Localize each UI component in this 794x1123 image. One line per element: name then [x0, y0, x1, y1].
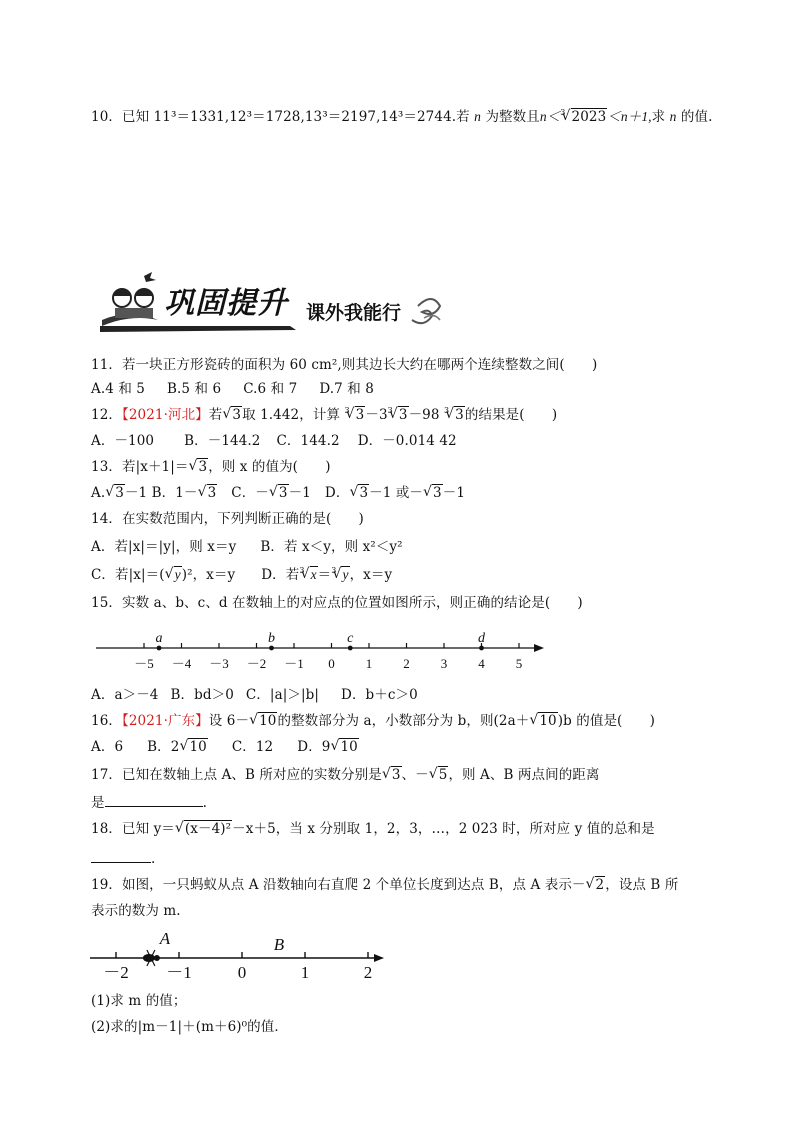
swirl-decoration — [412, 299, 440, 323]
q14-stem: 14．在实数范围内，下列判断正确的是( ) — [91, 511, 364, 527]
q12-option-a: A．－100 — [91, 433, 155, 449]
q18-line-2 — [91, 848, 155, 868]
q17-text-line2: 是 — [91, 795, 105, 811]
axis-tick-label: －2 — [246, 656, 267, 671]
q14-option-d-radicand-2: y — [342, 567, 349, 582]
axis-tick-label: 2 — [363, 963, 373, 982]
q16-text-c: )b 的值是( ) — [557, 713, 655, 729]
q16-source-tag: 【2021·广东】 — [121, 713, 209, 729]
q19-subquestion-1: (1)求 m 的值； — [91, 993, 187, 1009]
q14-option-c-radicand: y — [174, 567, 181, 582]
q14-option-c-radical — [165, 566, 182, 584]
q15-stem: 15．实数 a、b、c、d 在数轴上的对应点的位置如图所示，则正确的结论是( ) — [91, 595, 583, 611]
q14-option-d-eq: ＝ — [317, 567, 332, 583]
bird-icon — [144, 272, 156, 282]
axis-tick-label: 3 — [440, 656, 448, 671]
point-c — [348, 646, 353, 651]
axis-tick-label: 4 — [478, 656, 485, 671]
axis-tick-label: 2 — [403, 656, 410, 671]
q17-end: . — [202, 795, 208, 811]
q11-options — [91, 380, 374, 398]
q10-var-n: n — [474, 109, 482, 124]
q13-option-a-radicand: 3 — [115, 485, 124, 501]
q12-source-tag: 【2021·河北】 — [121, 407, 209, 423]
q12-radicand-1: 3 — [232, 407, 242, 423]
question-16 — [91, 712, 655, 730]
point-b — [269, 646, 274, 651]
q13-option-d-radical-2 — [423, 484, 443, 502]
q16-number: 16． — [91, 713, 122, 729]
q11-option-a: A.4 和 5 — [91, 381, 146, 397]
axis-tick-label: －5 — [134, 656, 154, 671]
point-label-d: d — [478, 631, 485, 646]
q13-option-c-label: C．－ — [231, 485, 269, 501]
q14-option-c-a: C．若|x|＝( — [91, 567, 165, 583]
q18-end: . — [151, 851, 156, 867]
q15-options — [91, 686, 418, 704]
q14-option-d-radical-2 — [332, 566, 349, 584]
point-d — [479, 646, 484, 651]
q13-text-b: ，则 x 的值为( ) — [208, 459, 331, 475]
q12-radicand-3: 3 — [398, 407, 408, 423]
q13-option-a-radical — [105, 484, 125, 502]
axis-arrow — [374, 954, 384, 962]
q10-radical — [562, 108, 608, 126]
q16-option-b-radical — [179, 738, 207, 756]
q13-option-d-radical — [349, 484, 369, 502]
q10-text-2: 若 — [456, 109, 470, 125]
q13-radicand: 3 — [198, 459, 208, 475]
q13-option-d-radicand-2: 3 — [433, 485, 442, 501]
q17-text-b: 、－ — [401, 767, 429, 783]
axis-tick-label: 0 — [328, 656, 335, 671]
q13-option-d-radicand: 3 — [359, 485, 369, 501]
q19-text-a: 19．如图，一只蚂蚁从点 A 沿数轴向右直爬 2 个单位长度到达点 B，点 A 表示－ — [91, 877, 586, 893]
q17-line-2 — [91, 792, 207, 812]
q17-text-a: 17．已知在数轴上点 A、B 所对应的实数分别是 — [91, 767, 382, 783]
q13-option-b-radicand: 3 — [207, 485, 217, 501]
q16-option-c: C．12 — [231, 739, 274, 755]
q16-text-b: 的整数部分为 a，小数部分为 b，则(2a＋ — [277, 713, 530, 729]
q12-text-b: 取 1.442，计算 — [242, 407, 341, 423]
q12-options — [91, 432, 457, 450]
q12-text-e: 的结果是( ) — [464, 407, 558, 423]
q12-radicand-4: 3 — [455, 407, 464, 423]
point-label-b: B — [273, 935, 285, 954]
q14-option-d-radicand-1: x — [310, 567, 317, 582]
question-number: 10． — [91, 109, 122, 125]
axis-tick-label: －1 — [166, 963, 192, 982]
q18-radical — [175, 820, 232, 838]
q13-option-d-mid: －1 或－ — [369, 485, 424, 501]
q19-line-2 — [91, 902, 181, 920]
question-15 — [91, 594, 583, 612]
question-17 — [91, 766, 600, 784]
q13-text-a: 13．若|x＋1|＝ — [91, 459, 189, 475]
axis-tick-label: 0 — [237, 963, 247, 982]
q15-option-c: C．|a|＞|b| — [245, 687, 320, 703]
q13-radical — [188, 458, 208, 476]
point-label-a: a — [155, 631, 163, 646]
axis-tick-label: －4 — [171, 656, 192, 671]
q13-option-b-label: B．1－ — [151, 485, 198, 501]
q17-radicand-2: 5 — [438, 767, 448, 783]
q16-option-b: B．2 — [147, 739, 180, 755]
q14-options-row1 — [91, 538, 403, 556]
q15-option-d: D．b＋c＞0 — [341, 687, 418, 703]
q10-ineq-right: ＜n＋1, — [607, 109, 652, 124]
q12-text-c: －3 — [365, 407, 388, 423]
q11-option-d: D.7 和 8 — [319, 381, 374, 397]
axis-tick-label: 5 — [515, 656, 523, 671]
axis-tick-label: －1 — [284, 656, 304, 671]
q16-option-a: A．6 — [91, 739, 124, 755]
q14-option-c-b: )²，x＝y — [181, 567, 236, 583]
point-a — [157, 646, 162, 651]
axis-tick-label: －3 — [209, 656, 229, 671]
question-19 — [91, 876, 678, 894]
q13-option-b-radical — [198, 484, 218, 502]
q16-text-a: 设 6－ — [208, 713, 250, 729]
q12-radicand-2: 3 — [355, 407, 365, 423]
q12-radical-3 — [389, 406, 409, 424]
point-label-b: b — [268, 631, 275, 646]
q17-radical-1 — [382, 766, 402, 784]
q13-option-d-rest: －1 — [442, 485, 466, 501]
question-12: 12．【2021·河北】若√ 3取 1.442，计算 $^3$√ $3-3^3√$ 3－98 $^3$√ 3的结果是( ) — [91, 406, 557, 426]
question-14 — [91, 510, 364, 528]
q19-radicand: 2 — [595, 877, 605, 893]
banner-title-main: 巩固提升 — [164, 286, 288, 321]
q14-option-d-radical-1 — [301, 566, 318, 584]
q16-radical-1 — [249, 712, 277, 730]
q10-text-1: 已知 — [121, 109, 150, 125]
q10-root-index: 3 — [560, 108, 566, 117]
q13-option-a-rest: －1 — [124, 485, 148, 501]
point-label-c: c — [347, 631, 354, 646]
q16-radical-2 — [529, 712, 557, 730]
q16-options — [91, 738, 359, 756]
q16-radicand-1: 10 — [259, 713, 277, 729]
q15-option-a: A．a＞－4 — [91, 687, 159, 703]
answer-blank-18[interactable] — [91, 848, 151, 863]
q17-radical-2 — [429, 766, 449, 784]
q10-text-3: 为整数且 — [485, 109, 540, 125]
q14-option-d-a: D．若 — [261, 567, 300, 583]
question-13 — [91, 458, 331, 476]
q11-stem: 11．若一块正方形瓷砖的面积为 60 cm²,则其边长大约在哪两个连续整数之间( ) — [91, 357, 598, 373]
q13-option-c-radical — [269, 484, 289, 502]
axis-tick-label: 1 — [300, 963, 310, 982]
q16-option-b-radicand: 10 — [189, 739, 207, 755]
axis-arrow — [534, 644, 544, 652]
question-11 — [91, 356, 597, 374]
q10-radicand: 2023 — [571, 109, 607, 125]
axis-tick-label: 1 — [365, 656, 373, 671]
ant-head — [154, 955, 160, 961]
q12-radical-4 — [445, 406, 465, 424]
q12-option-b: B．－144.2 — [184, 433, 261, 449]
section-banner — [100, 268, 450, 336]
q10-ineq-left: n＜ — [539, 109, 561, 124]
q19-text-b: ，设点 B 所 — [605, 877, 679, 893]
q14-option-a: A．若|x|＝|y|，则 x＝y — [91, 539, 237, 555]
q13-option-a-label: A. — [91, 485, 106, 501]
answer-blank[interactable] — [105, 792, 203, 807]
q17-text-c: ，则 A、B 两点间的距离 — [448, 767, 600, 783]
q10-cube-facts: 11³＝1331,12³＝1728,13³＝2197,14³＝2744. — [153, 109, 457, 125]
q11-option-c: C.6 和 7 — [243, 381, 298, 397]
q13-option-c-rest: －1 — [288, 485, 311, 501]
q18-radicand: (x－4)² — [184, 821, 232, 837]
q19-number-line — [88, 928, 388, 984]
q19-text-line2: 表示的数为 m. — [91, 903, 181, 919]
q12-option-c: C．144.2 — [276, 433, 340, 449]
q14-option-d-b: ，x＝y — [349, 567, 393, 583]
q15-number-line — [92, 628, 552, 676]
q12-text-a: 若 — [208, 407, 223, 423]
q16-option-d: D．9 — [297, 739, 331, 755]
q11-option-b: B.5 和 6 — [167, 381, 222, 397]
q16-radicand-2: 10 — [539, 713, 557, 729]
q18-text-b: －x＋5，当 x 分别取 1，2，3，…，2 023 时，所对应 y 值的总和是 — [232, 821, 655, 837]
q16-option-d-radicand: 10 — [340, 739, 358, 755]
q12-radical-1 — [222, 406, 242, 424]
question-18 — [91, 820, 655, 838]
q15-option-b: B．bd＞0 — [170, 687, 234, 703]
q13-option-d-label: D． — [324, 485, 350, 501]
q13-options — [91, 484, 465, 502]
question-10 — [91, 108, 713, 128]
axis-tick-label: －2 — [103, 963, 129, 982]
q19-radical — [586, 876, 606, 894]
q16-option-d-radical — [330, 738, 358, 756]
q19-sub-1 — [91, 992, 187, 1010]
banner-title-sub: 课外我能行 — [306, 302, 402, 324]
q12-number: 12． — [91, 407, 122, 423]
q17-radicand-1: 3 — [391, 767, 401, 783]
q18-text-a: 18．已知 y＝ — [91, 821, 175, 837]
q10-text-5: 的值. — [680, 109, 713, 125]
q14-option-b: B．若 x＜y，则 x²＜y² — [260, 539, 403, 555]
q12-radical-2 — [346, 406, 366, 424]
q19-sub-2 — [91, 1018, 288, 1036]
q14-options-row2: C．若|x|＝(√ y)²，x＝y D．若$^3$√ x＝$^3$√ y，x＝y — [91, 566, 392, 586]
q19-subquestion-2: (2)求的|m－1|＋(m＋6)⁰的值． — [91, 1019, 288, 1035]
point-label-a: A — [159, 929, 171, 948]
q13-option-c-radicand: 3 — [278, 485, 288, 501]
q10-text-4: 求 — [651, 109, 666, 125]
q12-text-d: －98 — [408, 407, 440, 423]
q12-option-d: D．－0.014 42 — [357, 433, 457, 449]
q10-var-n-2: n — [669, 109, 677, 124]
